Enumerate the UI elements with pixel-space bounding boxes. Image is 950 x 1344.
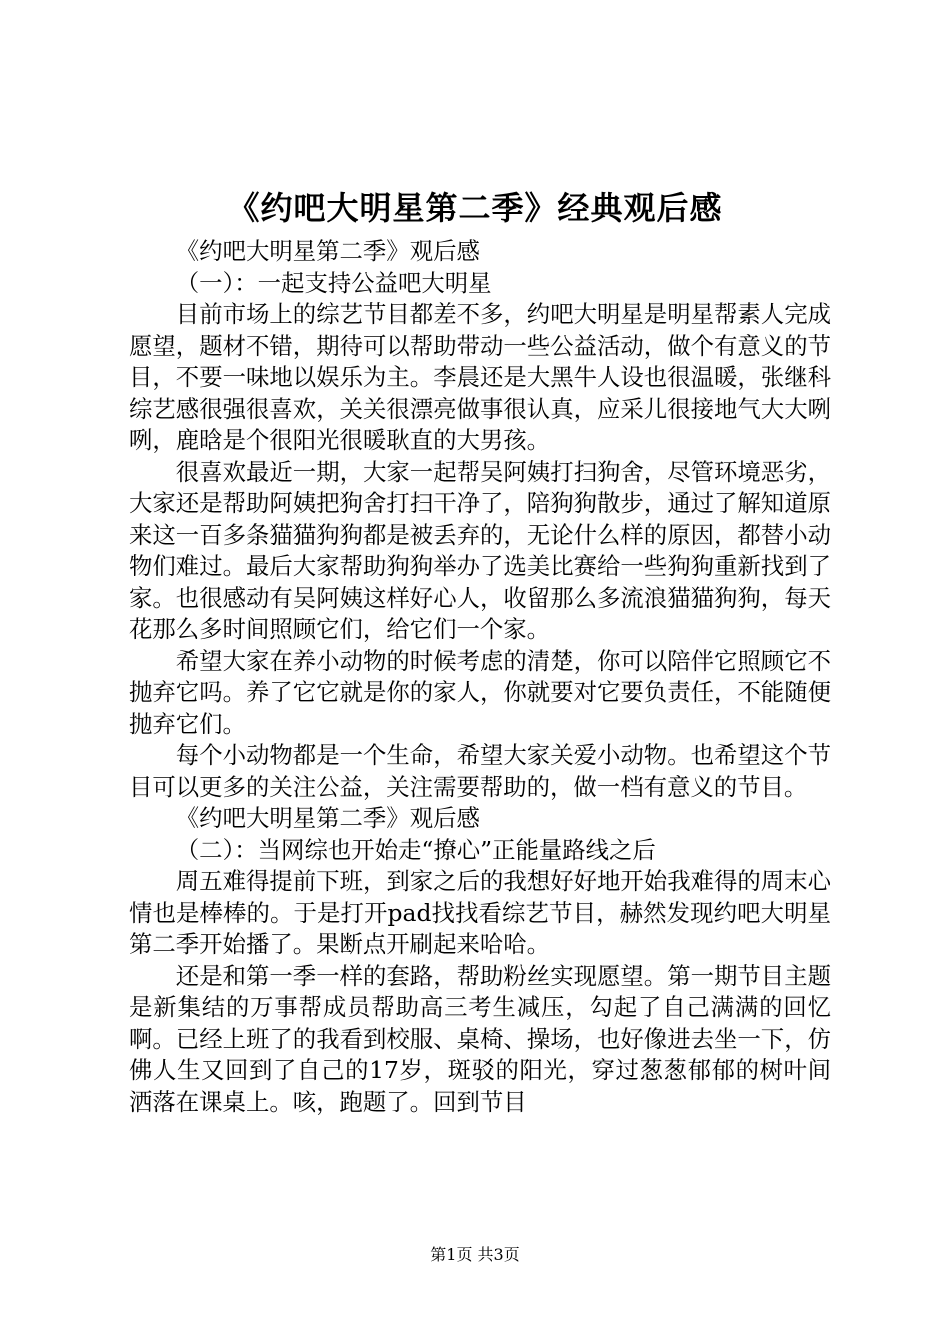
paragraph: 《约吧大明星第二季》观后感 xyxy=(175,804,480,832)
document-body xyxy=(129,236,831,1118)
paragraph: 目前市场上的综艺节目都差不多，约吧大明星是明星帮素人完成愿望，题材不错，期待可以帮助带动一些公益活动，做个有意义的节目，不要一味地以娱乐为主。李晨还是大黑牛人设也很温暖，张继科综艺感很强很喜欢，关关很漂亮做事很认真，应采儿很接地气大大咧咧，鹿晗是个很阳光很暖耿直的大男孩。 xyxy=(129,300,831,454)
paragraph: 很喜欢最近一期，大家一起帮吴阿姨打扫狗舍，尽管环境恶劣，大家还是帮助阿姨把狗舍打扫干净了，陪狗狗散步，通过了解知道原来这一百多条猫猫狗狗都是被丢弃的，无论什么样的原因，都替小动物们难过。最后大家帮助狗狗举办了选美比赛给一些狗狗重新找到了家。也很感动有吴阿姨这样好心人，收留那么多流浪猫猫狗狗，每天花那么多时间照顾它们，给它们一个家。 xyxy=(129,457,831,643)
paragraph: 周五难得提前下班，到家之后的我想好好地开始我难得的周末心情也是棒棒的。于是打开pad找找看综艺节目，赫然发现约吧大明星第二季开始播了。果断点开刷起来哈哈。 xyxy=(129,867,831,958)
paragraph: 每个小动物都是一个生命，希望大家关爱小动物。也希望这个节目可以更多的关注公益，关注需要帮助的，做一档有意义的节目。 xyxy=(129,741,831,801)
paragraph: 还是和第一季一样的套路，帮助粉丝实现愿望。第一期节目主题是新集结的万事帮成员帮助高三考生减压，勾起了自己满满的回忆啊。已经上班了的我看到校服、桌椅、操场，也好像进去坐一下，仿佛人生又回到了自己的17岁，斑驳的阳光，穿过葱葱郁郁的树叶间洒落在课桌上。咳，跑题了。回到节目 xyxy=(129,961,831,1116)
document-title: 《约吧大明星第二季》经典观后感 xyxy=(227,189,723,227)
paragraph: 《约吧大明星第二季》观后感 xyxy=(175,237,480,265)
paragraph: （二）：当网综也开始走“撩心”正能量路线之后 xyxy=(175,835,656,864)
paragraph: （一）：一起支持公益吧大明星 xyxy=(175,268,492,297)
page-number-footer: 第1页 共3页 xyxy=(430,1245,520,1264)
paragraph: 希望大家在养小动物的时候考虑的清楚，你可以陪伴它照顾它不抛弃它吗。养了它它就是你的家人，你就要对它要负责任，不能随便抛弃它们。 xyxy=(129,646,831,738)
